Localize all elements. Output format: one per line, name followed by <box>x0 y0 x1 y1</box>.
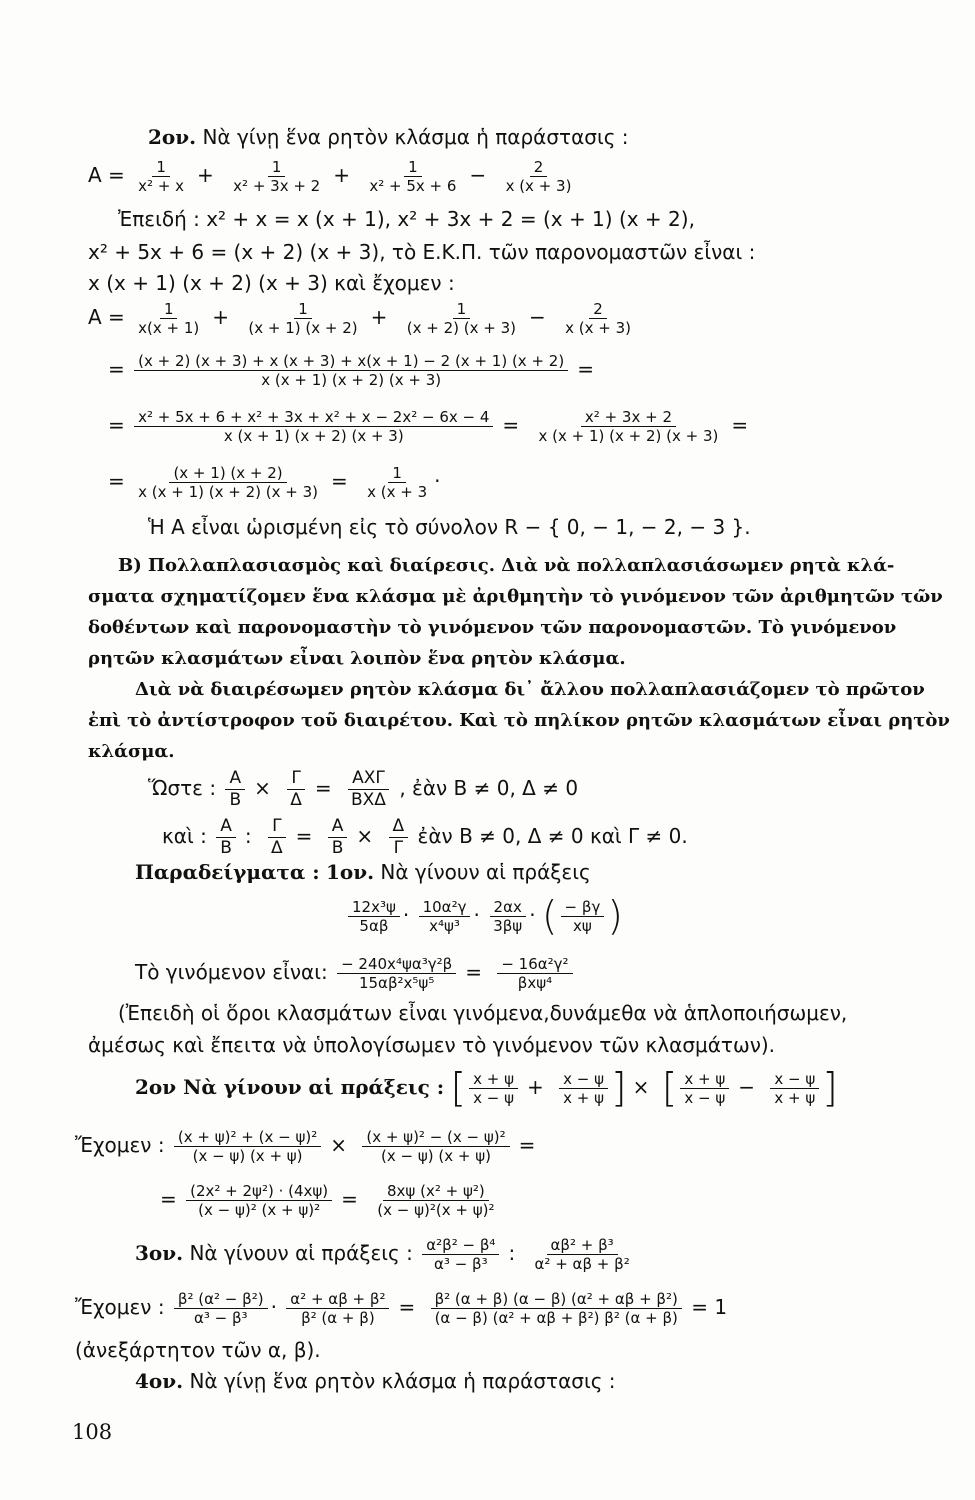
section-b-line-4: ρητῶν κλασμάτων εἶναι λοιπὸν ἕνα ρητὸν κλάσμα. <box>88 648 626 669</box>
ex2-expression-a: Α = $\frac{1}{\text{x² + x}}$ + $\frac{1}{\text{x² + 3x + 2}}$ + $\frac{1}{\text{x² + 5x + 6}}$ − $\frac{2}{x (x + 3)}$ <box>88 158 578 195</box>
rule-multiply: Ὥστε : $\frac{A}{B}$ × $\frac{\Gamma}{\Delta}$ = $\frac{\text{ΑΧΓ}}{\text{ΒΧΔ}}$ , ἐὰν Β ≠ 0, Δ ≠ 0 <box>148 768 579 810</box>
fraction: $\frac{(x + 1) (x + 2)}{x (x + 1) (x + 2) (x + 3)}$ <box>138 464 318 501</box>
ex1-expression: $\frac{\text{12x³ψ}}{5\alpha\beta}$ · $\frac{\text{10α²γ}}{\text{x⁴ψ³}}$ · $\frac{2\alpha x}{3\beta\psi}$ · ( $\frac{- \beta\gamma}{x\psi}$ ) <box>345 898 623 935</box>
since-line-2: x² + 5x + 6 = (x + 2) (x + 3), τὸ Ε.Κ.Π. τῶν παρονομαστῶν εἶναι : <box>88 240 756 264</box>
ex2-expression-b: Α = $\frac{1}{x(x + 1)}$ + $\frac{1}{(x + 1) (x + 2)}$ + $\frac{1}{(x + 2) (x + 3)}$ − $\frac{2}{x (x + 3)}$ <box>88 300 638 337</box>
ex2-heading: 2ον. <box>148 125 197 149</box>
section-b-line-1: Β) Πολλαπλασιασμὸς καὶ διαίρεσις. Διὰ νὰ πολλαπλασιάσωμεν ρητὰ κλά- <box>118 555 895 576</box>
ex2-title <box>148 124 629 150</box>
ex2-step-2: = $\frac{\text{x² + 5x + 6 + x² + 3x + x² + x − 2x² − 6x − 4}}{x (x + 1) (x + 2) (x + 3)}$ = $\frac{\text{x² + 3x + 2}}{x (x + 1) (x + 2) (x + 3)}$ = <box>108 408 749 445</box>
page-number: 108 <box>72 1420 113 1444</box>
ex2-conclusion: Ἡ Α εἶναι ὡρισμένη εἰς τὸ σύνολον R − { 0, − 1, − 2, − 3 }. <box>148 515 751 539</box>
ex2-text: Νὰ γίνῃ ἕνα ρητὸν κλάσμα ἡ παράστασις : <box>202 125 629 149</box>
fraction: $\frac{(x + 2) (x + 3) + x (x + 3) + x(x + 1) - 2 (x + 1) (x + 2)}{x (x + 1) (x + 2) (x + 3)}$ <box>134 352 568 389</box>
fraction: $\frac{1}{\text{x² + 3x + 2}}$ <box>233 158 321 195</box>
section-b-line-6: ἐπὶ τὸ ἀντίστροφον τοῦ διαιρέτου. Καὶ τὸ πηλίκον ρητῶν κλασμάτων εἶναι ρητὸν <box>88 710 950 731</box>
fraction: $\frac{1}{x(x + 1)}$ <box>138 300 200 337</box>
section-b-line-7: κλάσμα. <box>88 741 175 762</box>
since-line-1: Ἐπειδή : x² + x = x (x + 1), x² + 3x + 2 = (x + 1) (x + 2), <box>118 207 695 231</box>
fraction: $\frac{1}{\text{x² + 5x + 6}}$ <box>369 158 457 195</box>
fraction: $\frac{\text{x² + 3x + 2}}{x (x + 1) (x + 2) (x + 3)}$ <box>538 408 719 445</box>
since-line-3: x (x + 1) (x + 2) (x + 3) καὶ ἔχομεν : <box>88 271 455 295</box>
ex3-note: (ἀνεξάρτητον τῶν α, β). <box>75 1338 321 1362</box>
fraction: $\frac{2}{x (x + 3)}$ <box>565 300 631 337</box>
ex2-step-3: = $\frac{(x + 1) (x + 2)}{x (x + 1) (x + 2) (x + 3)}$ = $\frac{1}{x (x + 3}$ · <box>108 464 441 501</box>
ex2-step-1: = $\frac{(x + 2) (x + 3) + x (x + 3) + x(x + 1) - 2 (x + 1) (x + 2)}{x (x + 1) (x + 2) (x + 3)}$ = <box>108 352 594 389</box>
fraction: $\frac{1}{\text{x² + x}}$ <box>138 158 185 195</box>
ex2-have-2: = $\frac{\text{(2x² + 2ψ²) · (4xψ)}}{\text{(x − ψ)² (x + ψ)²}}$ = $\frac{\text{8xψ (x² + ψ²)}}{\text{(x − ψ)²(x + ψ)²}}$ <box>160 1182 495 1219</box>
rule-divide: καὶ : $\frac{A}{B}$ : $\frac{\Gamma}{\Delta}$ = $\frac{A}{B}$ × $\frac{\Delta}{\Gamma}$ ἐὰν Β ≠ 0, Δ ≠ 0 καὶ Γ ≠ 0. <box>162 816 688 858</box>
ex3-have: Ἔχομεν : $\frac{\text{β² (α² − β²)}}{\text{α³ − β³}}$ · $\frac{\text{α² + αβ + β²}}{\text{β² (α + β)}}$ = $\frac{\text{β² (α + β) (α − β) (α² + αβ + β²)}}{\text{(α − β) (α² + αβ + β²) β² (α + β)}}$ = 1 <box>75 1290 728 1327</box>
fraction: $\frac{2}{x (x + 3)}$ <box>505 158 572 195</box>
ex2-ops: 2ον Νὰ γίνουν αἱ πράξεις : [ $\frac{x + \psi}{x - \psi}$ + $\frac{x - \psi}{x + \psi}$ ] × [ $\frac{x + \psi}{x - \psi}$ − $\frac{x - \psi}{x + \psi}$ ] <box>135 1065 838 1112</box>
section-b-line-5: Διὰ νὰ διαιρέσωμεν ρητὸν κλάσμα δι᾽ ἄλλου πολλαπλασιάζομεν τὸ πρῶτον <box>135 679 925 700</box>
fraction: $\frac{1}{(x + 2) (x + 3)}$ <box>406 300 516 337</box>
examples-line: Παραδείγματα : 1ον. Νὰ γίνουν αἱ πράξεις <box>135 860 591 884</box>
lhs: Α = <box>88 163 125 187</box>
ex1-note-2: ἀμέσως καὶ ἔπειτα νὰ ὑπολογίσωμεν τὸ γινόμενον τῶν κλασμάτων). <box>88 1033 776 1057</box>
fraction: $\frac{\text{x² + 5x + 6 + x² + 3x + x² + x − 2x² − 6x − 4}}{x (x + 1) (x + 2) (x + 3)}$ <box>134 408 493 445</box>
section-b-line-3: δοθέντων καὶ παρονομαστὴν τὸ γινόμενον τῶν παρονομαστῶν. Τὸ γινόμενον <box>88 617 897 638</box>
section-b-line-2: σματα σχηματίζομεν ἕνα κλάσμα μὲ ἀριθμητὴν τὸ γινόμενον τῶν ἀριθμητῶν τῶν <box>88 586 943 607</box>
ex3-ops: 3ον. Νὰ γίνουν αἱ πράξεις : $\frac{\text{α²β² − β⁴}}{\text{α³ − β³}}$ : $\frac{\text{αβ² + β³}}{\text{α² + αβ + β²}}$ <box>135 1236 630 1273</box>
ex1-note-1: (Ἐπειδὴ οἱ ὅροι κλασμάτων εἶναι γινόμενα,δυνάμεθα νὰ ἁπλοποιήσωμεν, <box>118 1001 848 1025</box>
ex4-title: 4ον. Νὰ γίνῃ ἕνα ρητὸν κλάσμα ἡ παράστασις : <box>135 1369 616 1393</box>
fraction: $\frac{1}{(x + 1) (x + 2)}$ <box>248 300 358 337</box>
ex1-product: Τὸ γινόμενον εἶναι: $\frac{\text{− 240x⁴ψα³γ²β}}{\text{15αβ²x⁵ψ⁵}}$ = $\frac{\text{− 16α²γ²}}{\text{βxψ⁴}}$ <box>135 955 576 992</box>
ex2-have-1: Ἔχομεν : $\frac{\text{(x + ψ)² + (x − ψ)²}}{(x - \psi) (x + \psi)}$ × $\frac{\text{(x + ψ)² − (x − ψ)²}}{(x - \psi) (x + \psi)}$ = <box>75 1128 536 1165</box>
fraction: $\frac{1}{x (x + 3}$ <box>367 464 428 501</box>
